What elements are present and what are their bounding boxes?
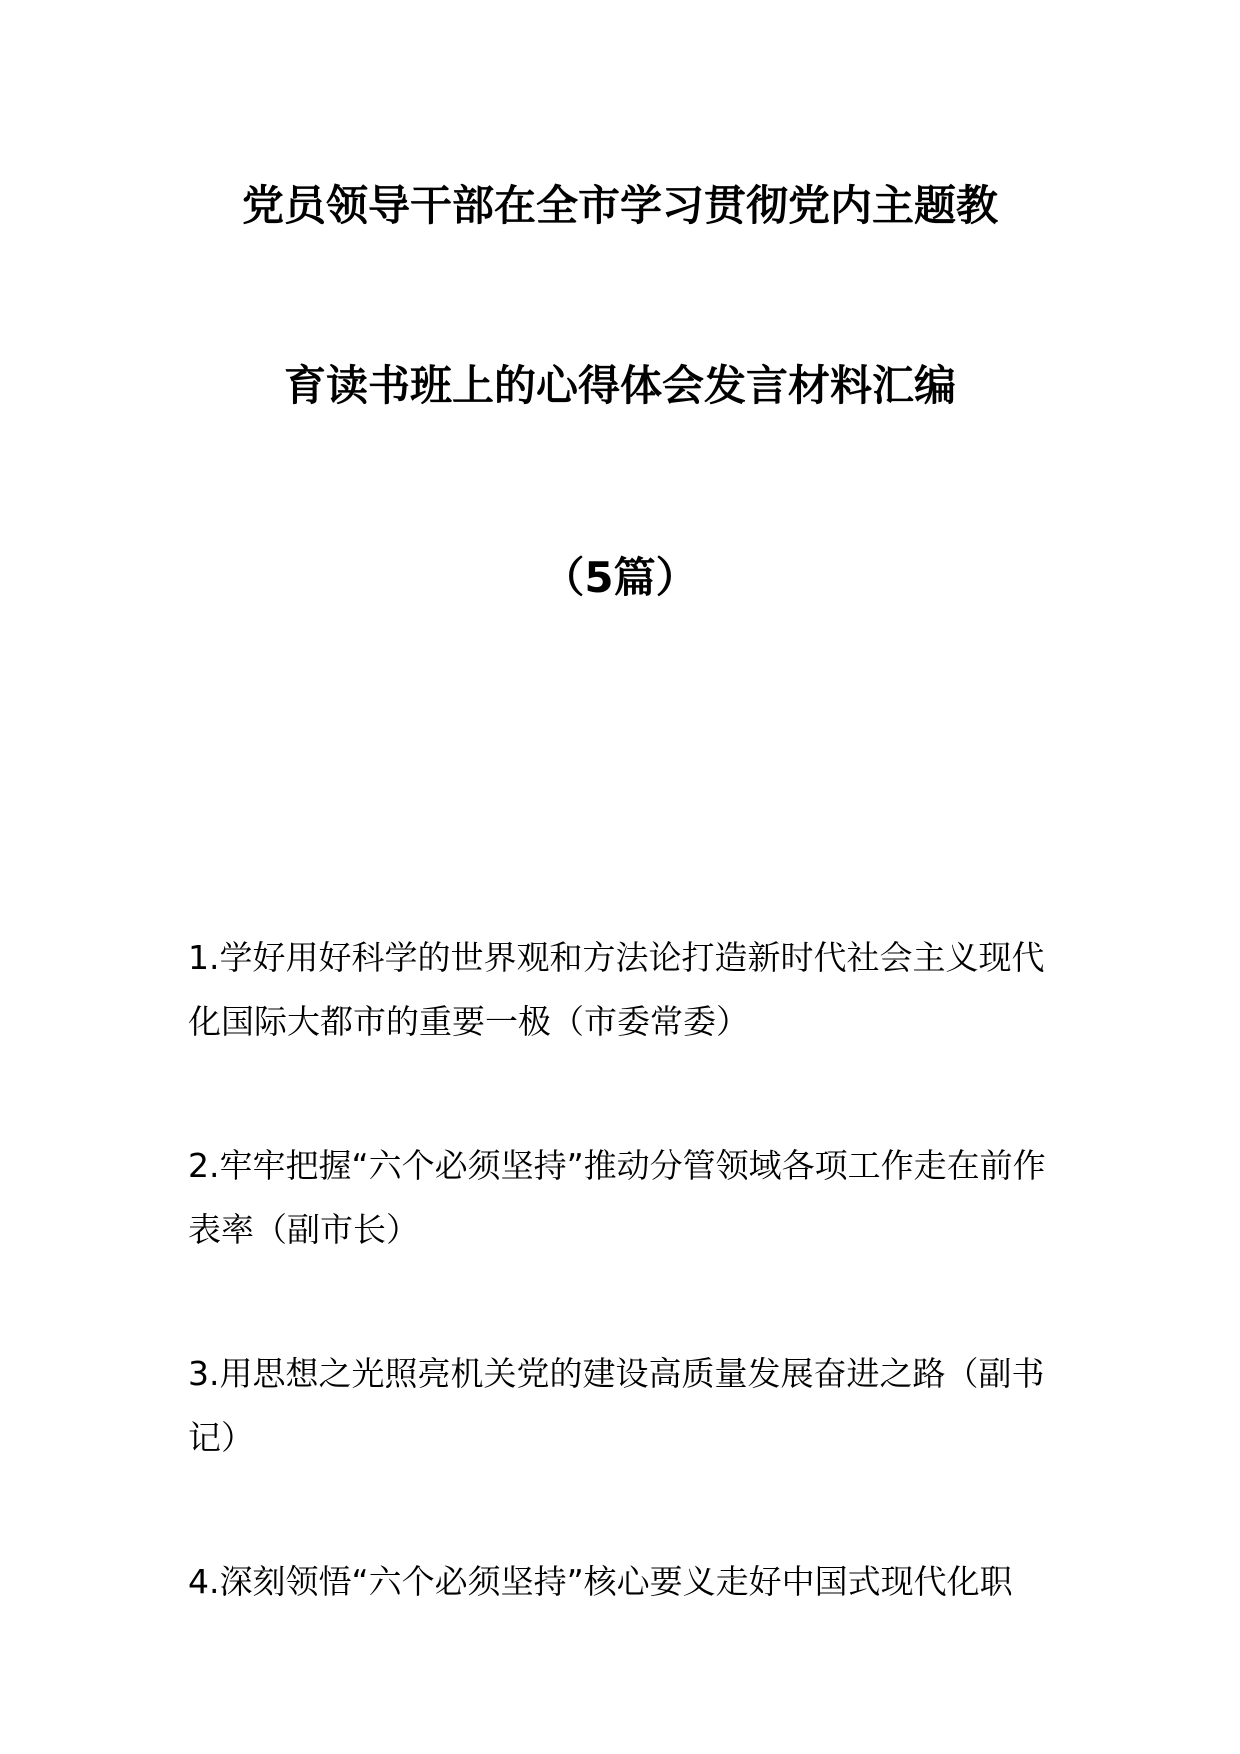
- toc-item-3: 3.用思想之光照亮机关党的建设高质量发展奋进之路（副书记）: [188, 1354, 1045, 1457]
- document-count: （5篇）: [542, 553, 698, 602]
- document-title-line-1: 党员领导干部在全市学习贯彻党内主题教: [241, 181, 998, 230]
- table-of-contents: [188, 926, 1058, 1694]
- toc-item-1: 1.学好用好科学的世界观和方法论打造新时代社会主义现代化国际大都市的重要一极（市委常委）: [188, 938, 1045, 1041]
- document-title-line-2: 育读书班上的心得体会发言材料汇编: [283, 361, 956, 410]
- toc-item-4: 4.深刻领悟“六个必须坚持”核心要义走好中国式现代化职: [188, 1562, 1013, 1601]
- toc-item-2: 2.牢牢把握“六个必须坚持”推动分管领域各项工作走在前作表率（副市长）: [188, 1146, 1046, 1249]
